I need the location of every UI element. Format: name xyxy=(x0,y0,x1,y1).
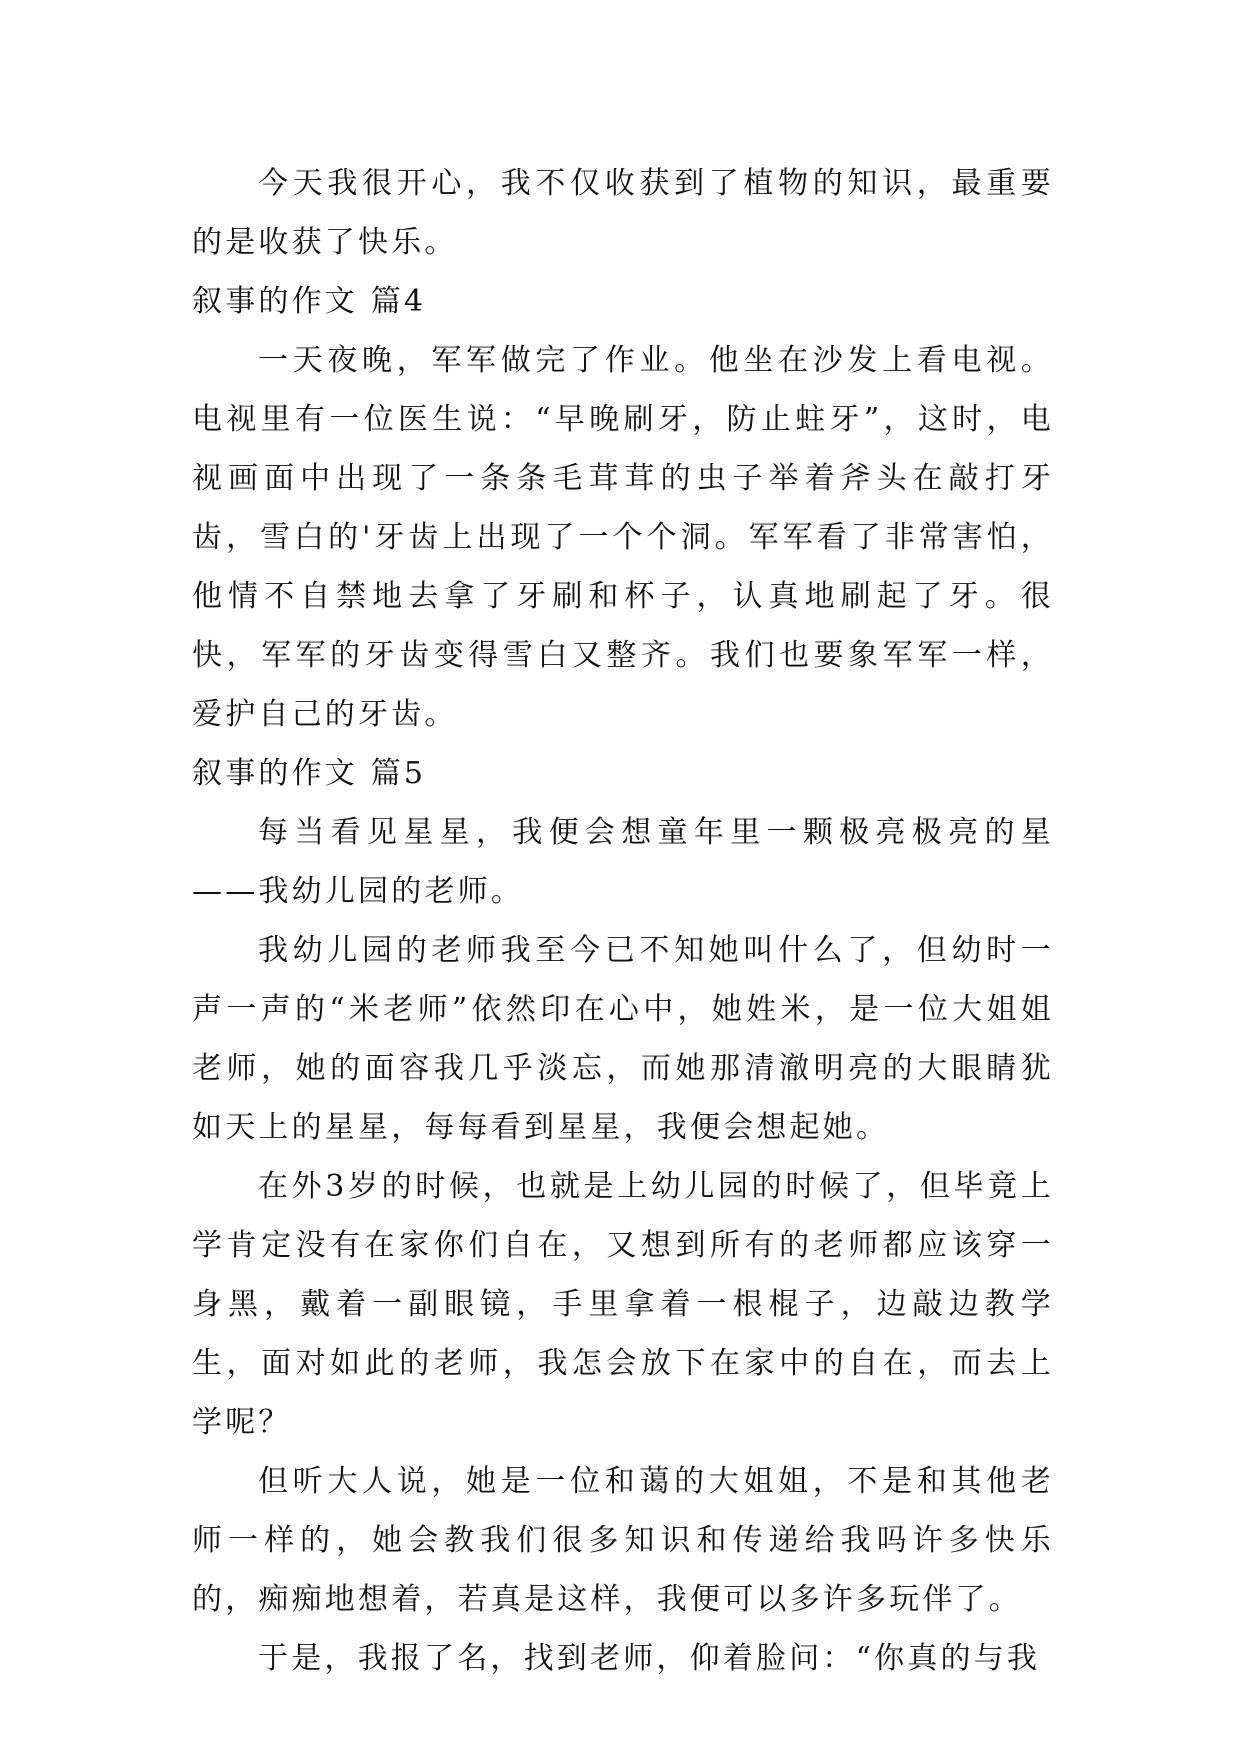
section-heading: 叙事的作文 篇5 xyxy=(192,756,427,791)
paragraph: 我幼儿园的老师我至今已不知她叫什么了，但幼时一声一声的“米老师”依然印在心中，她姓米，是一位大姐姐老师，她的面容我几乎淡忘，而她那清澈明亮的大眼睛犹如天上的星星，每每看到星星，我便会想起她。 xyxy=(192,933,1054,1145)
paragraph: 但听大人说，她是一位和蔼的大姐姐，不是和其他老师一样的，她会教我们很多知识和传递给我吗许多快乐的，痴痴地想着，若真是这样，我便可以多许多玩伴了。 xyxy=(192,1464,1054,1617)
paragraph: 一天夜晚，军军做完了作业。他坐在沙发上看电视。电视里有一位医生说：“早晚刷牙，防止蛀牙”，这时，电视画面中出现了一条条毛茸茸的虫子举着斧头在敲打牙齿，雪白的'牙齿上出现了一个个洞。军军看了非常害怕，他情不自禁地去拿了牙刷和杯子，认真地刷起了牙。很快，军军的牙齿变得雪白又整齐。我们也要象军军一样，爱护自己的牙齿。 xyxy=(192,343,1054,732)
paragraph: 在外3岁的时候，也就是上幼儿园的时候了，但毕竟上学肯定没有在家你们自在，又想到所有的老师都应该穿一身黑，戴着一副眼镜，手里拿着一根棍子，边敲边教学生，面对如此的老师，我怎会放下在家中的自在，而去上学呢？ xyxy=(192,1169,1054,1440)
paragraph: 每当看见星星，我便会想童年里一颗极亮极亮的星——我幼儿园的老师。 xyxy=(192,815,1054,909)
document-body xyxy=(192,154,1054,1688)
paragraph: 于是，我报了名，找到老师，仰着脸问：“你真的与我 xyxy=(258,1641,1041,1676)
paragraph: 今天我很开心，我不仅收获到了植物的知识，最重要的是收获了快乐。 xyxy=(192,166,1054,260)
section-heading: 叙事的作文 篇4 xyxy=(192,284,427,319)
